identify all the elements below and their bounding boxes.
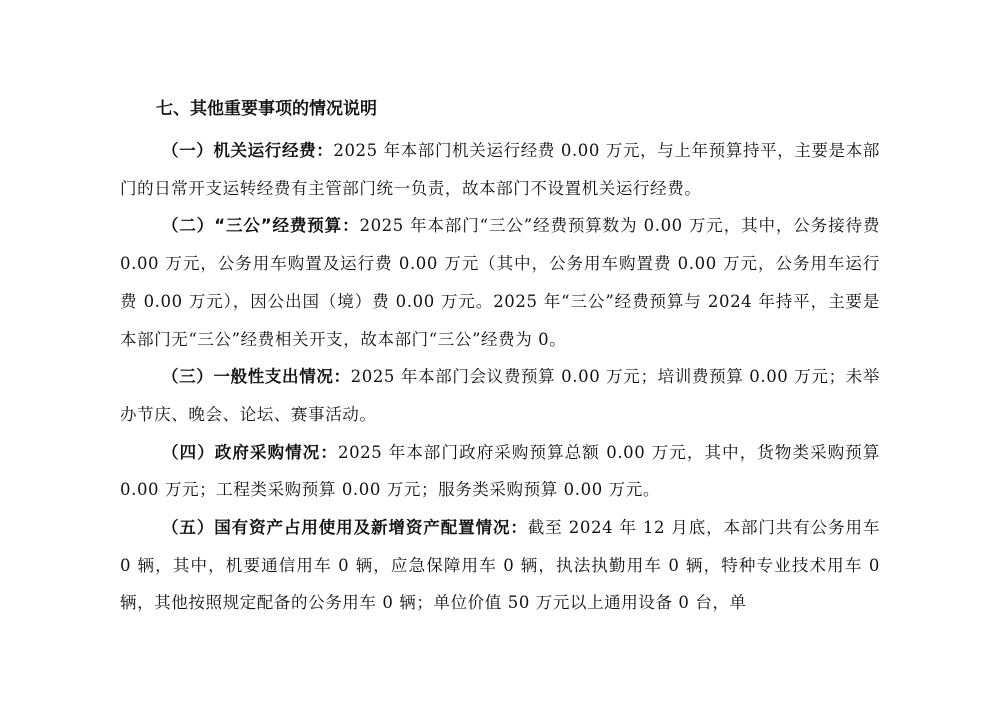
paragraph-heading: （三）一般性支出情况： — [162, 367, 351, 387]
paragraph-state-assets — [120, 509, 880, 622]
paragraph-general-expenditure — [120, 358, 880, 433]
section-title: 七、其他重要事项的情况说明 — [156, 99, 377, 119]
paragraph-government-procurement — [120, 434, 880, 509]
paragraph-heading: （五）国有资产占用使用及新增资产配置情况： — [162, 518, 528, 538]
paragraph-text: 2025 年本部门会议费预算 0.00 万元；培训费预算 0.00 万元；未举办节庆、晚会、论坛、赛事活动。 — [120, 367, 880, 424]
paragraph-text: 2025 年本部门机关运行经费 0.00 万元，与上年预算持平，主要是本部门的日常开支运转经费有主管部门统一负责，故本部门不设置机关运行经费。 — [120, 141, 881, 198]
paragraph-text: 截至 2024 年 12 月底，本部门共有公务用车 0 辆，其中，机要通信用车 0 辆，应急保障用车 0 辆，执法执勤用车 0 辆，特种专业技术用车 0 辆，其他按照规定配备的公务用车 0 辆；单位价值 50 万元以上通用设备 0 台，单 — [120, 518, 880, 613]
paragraph-operating-funds — [120, 132, 880, 207]
paragraph-text: 2025 年本部门政府采购预算总额 0.00 万元，其中，货物类采购预算 0.00 万元；工程类采购预算 0.00 万元；服务类采购预算 0.00 万元。 — [120, 442, 880, 500]
document-page — [120, 98, 880, 622]
paragraph-heading: （一）机关运行经费： — [162, 141, 334, 160]
title-spacer — [120, 120, 880, 132]
paragraph-heading: （二）“三公”经费预算： — [162, 216, 360, 236]
paragraph-three-public-funds — [120, 207, 880, 358]
paragraph-heading: （四）政府采购情况： — [162, 442, 338, 462]
paragraph-text: 2025 年本部门“三公”经费预算数为 0.00 万元，其中，公务接待费 0.00 万元，公务用车购置及运行费 0.00 万元（其中，公务用车购置费 0.00 万元，公务用车运行费 0.00 万元），因公出国（境）费 0.00 万元。2025 年“三公”经费预算与 2024 年持平，主要是本部门无“三公”经费相关开支，故本部门“三公”经费为 0。 — [120, 216, 880, 349]
